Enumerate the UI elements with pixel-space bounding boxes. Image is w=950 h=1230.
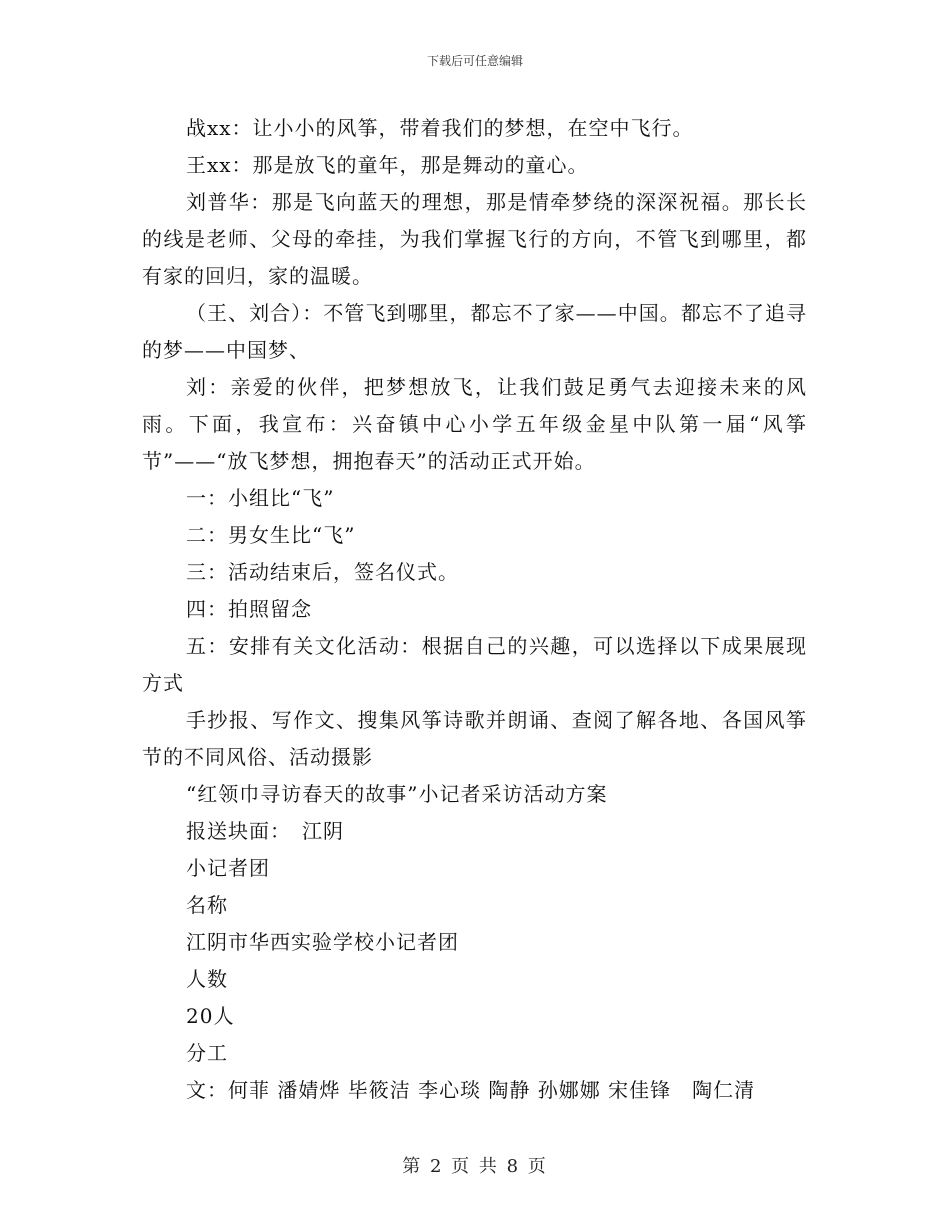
paragraph: 刘普华：那是飞向蓝天的理想，那是情牵梦绕的深深祝福。那长长的线是老师、父母的牵挂，为我们掌握飞行的方向，不管飞到哪里，都有家的回归，家的温暖。 <box>142 190 807 288</box>
paragraph: 报送块面： 江阴 <box>186 819 344 843</box>
paragraph: 20人 <box>186 1004 235 1028</box>
paragraph: 文：何菲 潘婧烨 毕筱洁 李心琰 陶静 孙娜娜 宋佳锋 陶仁清 <box>186 1078 756 1102</box>
document-body <box>142 110 807 1109</box>
section-title: “红领巾寻访春天的故事”小记者采访活动方案 <box>186 782 608 806</box>
paragraph: 战xx：让小小的风筝，带着我们的梦想，在空中飞行。 <box>186 116 694 140</box>
page-number: 第 2 页 共 8 页 <box>402 1156 548 1177</box>
paragraph: 分工 <box>186 1041 228 1065</box>
paragraph: 刘：亲爱的伙伴，把梦想放飞，让我们鼓足勇气去迎接未来的风雨。下面，我宣布：兴奋镇中心小学五年级金星中队第一届“风筝节”——“放飞梦想，拥抱春天”的活动正式开始。 <box>142 375 807 473</box>
paragraph: 人数 <box>186 967 228 991</box>
list-item: 三：活动结束后，签名仪式。 <box>186 560 459 584</box>
list-item: 四：拍照留念 <box>186 597 312 621</box>
paragraph: 王xx：那是放飞的童年，那是舞动的童心。 <box>186 153 589 177</box>
paragraph: （王、刘合）：不管飞到哪里，都忘不了家——中国。都忘不了追寻的梦——中国梦、 <box>142 301 807 362</box>
paragraph: 江阴市华西实验学校小记者团 <box>186 930 459 954</box>
paragraph: 名称 <box>186 893 228 917</box>
paragraph: 小记者团 <box>186 856 270 880</box>
list-item: 二：男女生比“飞” <box>186 523 356 547</box>
paragraph: 手抄报、写作文、搜集风筝诗歌并朗诵、查阅了解各地、各国风筝节的不同风俗、活动摄影 <box>142 708 807 769</box>
page-header-note: 下载后可任意编辑 <box>426 54 523 68</box>
list-item: 五：安排有关文化活动：根据自己的兴趣，可以选择以下成果展现方式 <box>142 634 807 695</box>
list-item: 一：小组比“飞” <box>186 486 335 510</box>
